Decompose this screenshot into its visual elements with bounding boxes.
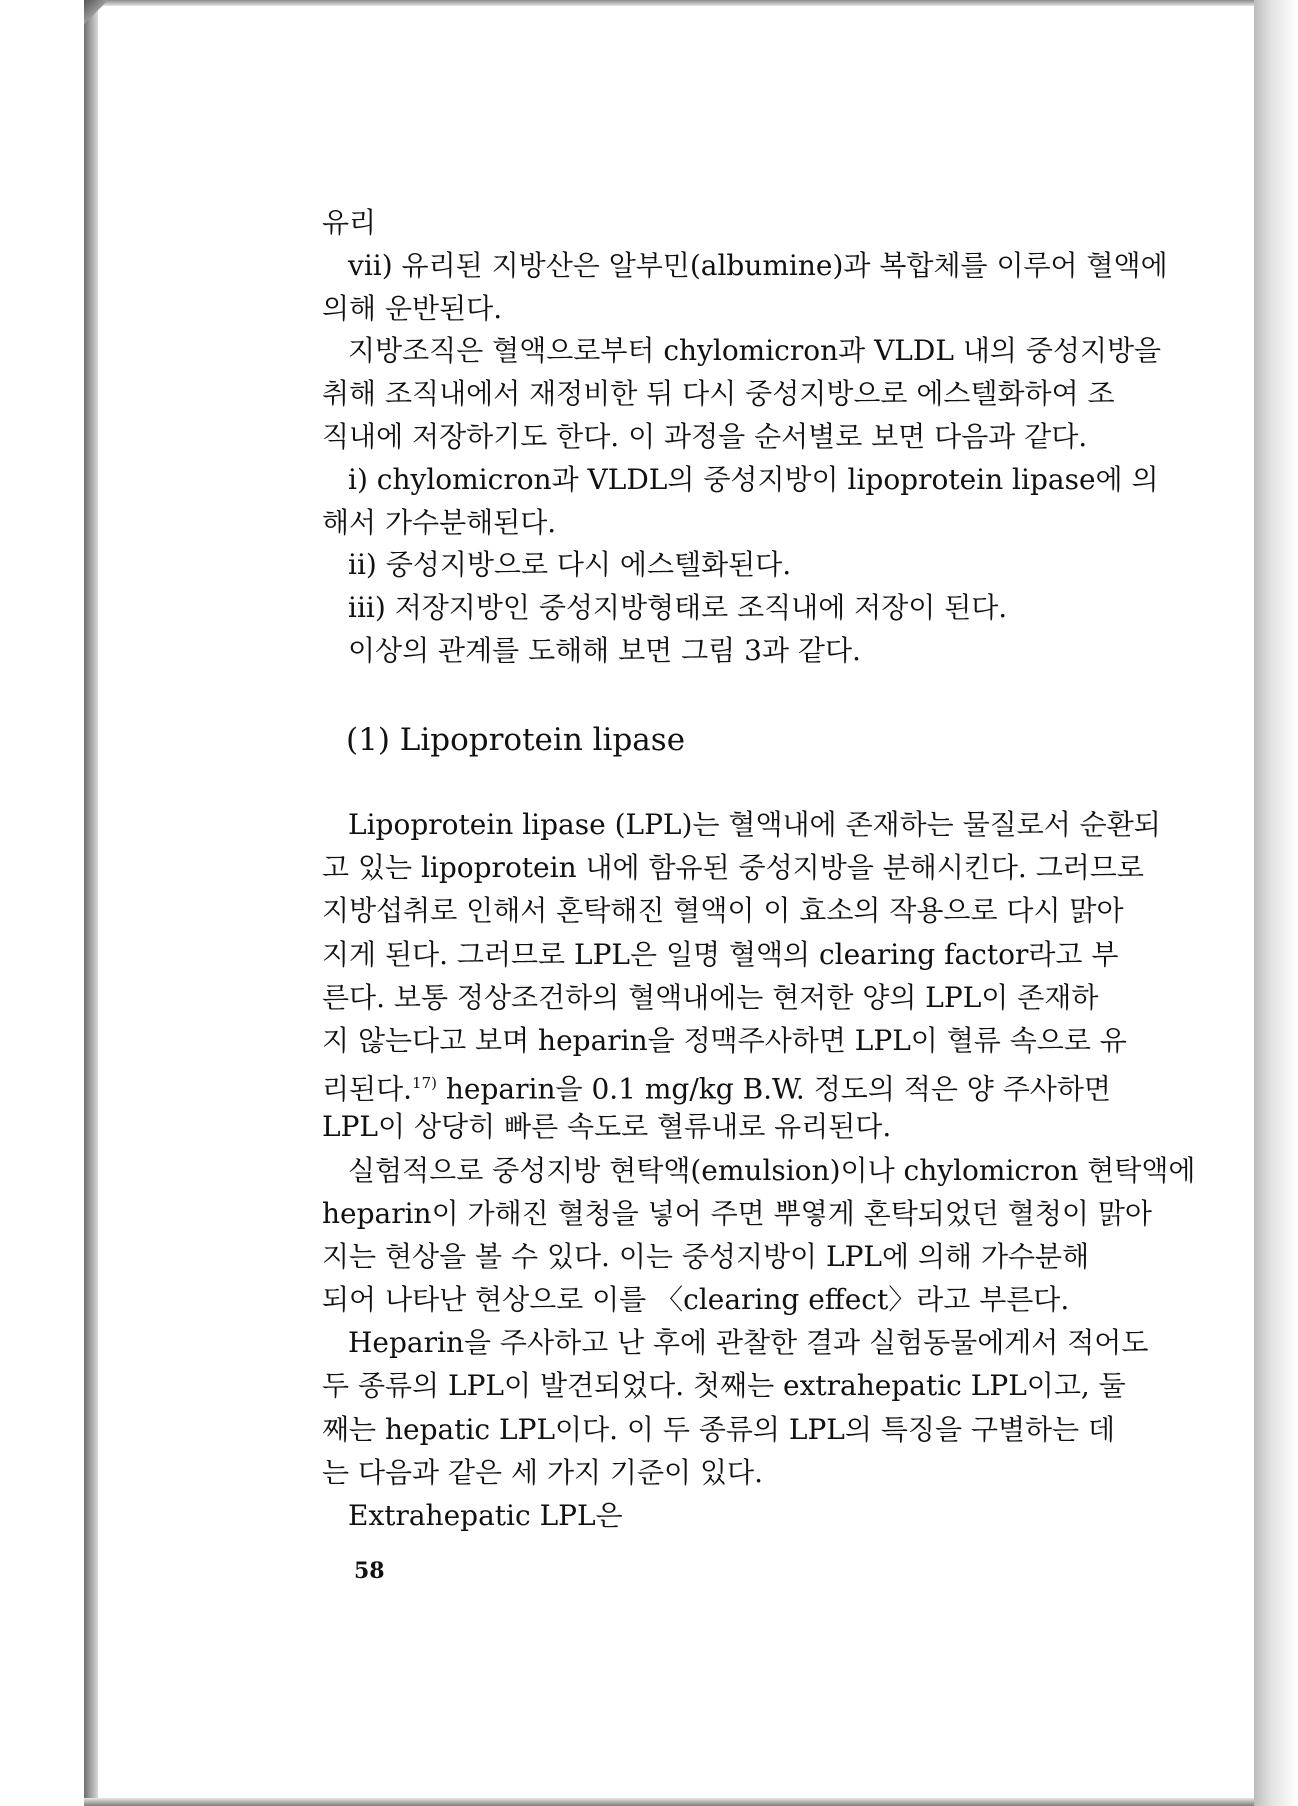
text-line: 른다. 보통 정상조건하의 혈액내에는 현저한 양의 LPL이 존재하 [322,980,1099,1014]
page-edge-top [84,0,1254,6]
text-line: 지방조직은 혈액으로부터 chylomicron과 VLDL 내의 중성지방을 [348,334,1162,368]
citation-superscript: 17) [412,1074,437,1093]
text-line: 이상의 관계를 도해해 보면 그림 3과 같다. [348,633,861,667]
text-line: Extrahepatic LPL은 [348,1499,623,1532]
book-spine-edge [84,0,98,1806]
text-line: 지 않는다고 보며 heparin을 정맥주사하면 LPL이 혈류 속으로 유 [322,1023,1127,1057]
page-corner-curl [84,0,108,24]
text-line: Heparin을 주사하고 난 후에 관찰한 결과 실험동물에게서 적어도 [348,1326,1149,1360]
text-line: vii) 유리된 지방산은 알부민(albumine)과 복합체를 이루어 혈액에 [348,248,1168,282]
text-line: 지방섭취로 인해서 혼탁해진 혈액이 이 효소의 작용으로 다시 맑아 [322,894,1124,928]
text-line: i) chylomicron과 VLDL의 중성지방이 lipoprotein lipase에 의 [348,462,1159,496]
page-number: 58 [354,1558,385,1584]
section-heading: (1) Lipoprotein lipase [346,722,686,758]
text-line: LPL이 상당히 빠른 속도로 혈류내로 유리된다. [322,1110,892,1144]
text-line: heparin이 가해진 혈청을 넣어 주면 뿌옇게 혼탁되었던 혈청이 맑아 [322,1196,1152,1230]
text-line: ii) 중성지방으로 다시 에스텔화된다. [348,548,792,582]
text-line: 직내에 저장하기도 한다. 이 과정을 순서별로 보면 다음과 같다. [322,419,1088,453]
text-line: 취해 조직내에서 재정비한 뒤 다시 중성지방으로 에스텔화하여 조 [322,377,1115,411]
text-line: 지게 된다. 그러므로 LPL은 일명 혈액의 clearing factor라고 부 [322,937,1119,971]
body-text-bottom [322,803,1196,1537]
text-line-with-citation [322,1062,1152,1105]
text-line: 실험적으로 중성지방 현탁액(emulsion)이나 chylomicron 현탁액에 [348,1153,1196,1187]
text-line: 해서 가수분해된다. [322,505,557,539]
text-line: 고 있는 lipoprotein 내에 함유된 중성지방을 분해시킨다. 그러므로 [322,851,1144,885]
text-line: 째는 hepatic LPL이다. 이 두 종류의 LPL의 특징을 구별하는 데 [322,1412,1116,1446]
text-line: 는 다음과 같은 세 가지 기준이 있다. [322,1455,763,1489]
text-line: 되어 나타난 현상으로 이를 〈clearing effect〉라고 부른다. [322,1283,1070,1317]
text-line: 두 종류의 LPL이 발견되었다. 첫째는 extrahepatic LPL이고, 둘 [322,1369,1126,1403]
text-segment: 리된다. [322,1072,413,1106]
page-edge-bottom [84,1798,1254,1806]
body-text-top [322,202,1168,673]
text-line: Lipoprotein lipase (LPL)는 혈액내에 존재하는 물질로서 순환되 [348,808,1161,841]
text-line: 지는 현상을 볼 수 있다. 이는 중성지방이 LPL에 의해 가수분해 [322,1239,1090,1273]
page-edge-right [1254,0,1298,1806]
text-line: 의해 운반된다. [322,291,503,325]
text-segment: heparin을 0.1 mg/kg B.W. 정도의 적은 양 주사하면 [437,1072,1111,1106]
text-line: 유리 [322,206,377,239]
text-line: iii) 저장지방인 중성지방형태로 조직내에 저장이 된다. [348,591,1008,625]
